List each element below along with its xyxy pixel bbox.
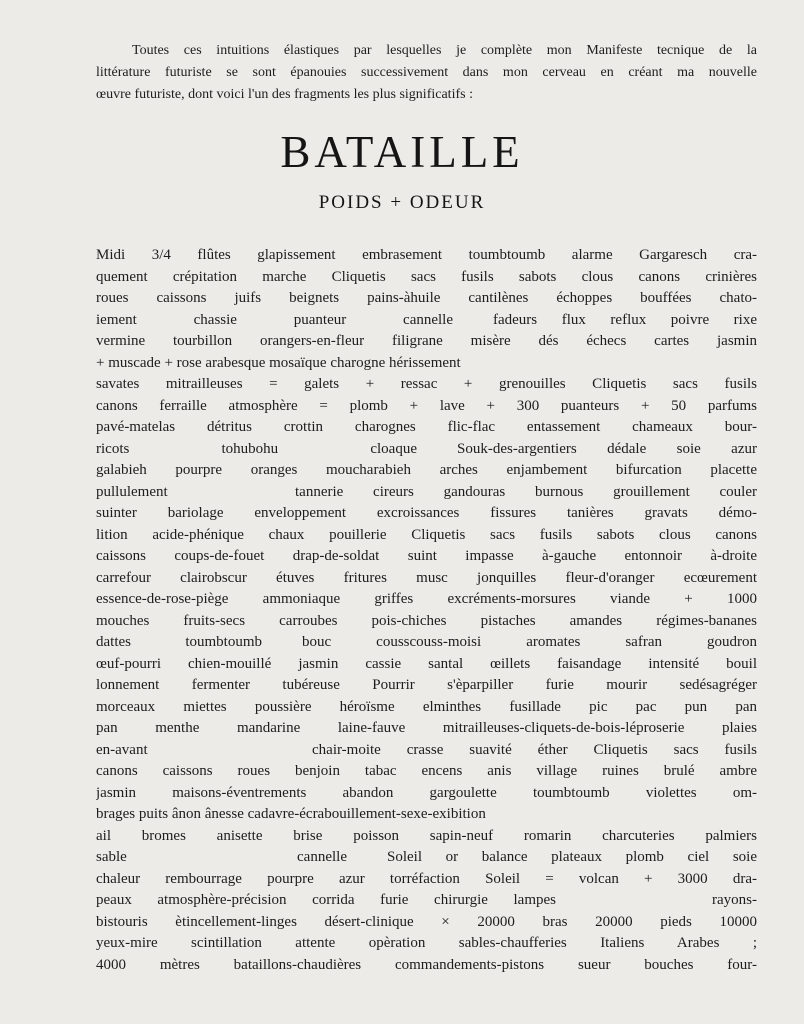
poem-line-text: pullulement [96, 483, 168, 500]
poem-line-text: vermine tourbillon orangers-en-fleur filigrane misère dés échecs cartes jasmin [96, 333, 757, 349]
poem-line [96, 804, 757, 826]
poem-line-text: chaleur rembourrage pourpre azur torréfaction Soleil = volcan + 3000 dra- [96, 870, 757, 887]
poem-line-text: + muscade + rose arabesque mosaïque charogne hérissement [96, 354, 461, 371]
poem-line-continuation: Soleil or balance plateaux plomb ciel soie [387, 849, 757, 865]
poem-line [96, 525, 757, 547]
poem-line-text: canons caissons roues benjoin tabac encens anis village ruines brulé ambre [96, 763, 757, 779]
poem-line [96, 740, 757, 762]
poem-line [96, 417, 757, 439]
poem-body [96, 245, 757, 976]
poem-subtitle: POIDS + ODEUR [318, 192, 486, 213]
intro-line: œuvre futuriste, dont voici l'un des fragments les plus significatifs : [96, 87, 473, 102]
poem-line [96, 482, 757, 504]
poem-line [96, 288, 757, 310]
poem-line [96, 611, 757, 633]
poem-line-text: carrefour clairobscur étuves fritures musc jonquilles fleur-d'oranger ecœurement [96, 569, 757, 586]
intro-line: Toutes ces intuitions élastiques par lesquelles je complète mon Manifeste tecnique de la [132, 43, 757, 58]
poem-line [96, 589, 757, 611]
poem-line-continuation: tannerie cireurs gandouras burnous grouillement couler [295, 483, 757, 500]
poem-line [96, 503, 757, 525]
poem-line [96, 439, 757, 461]
poem-line-text: galabieh pourpre oranges moucharabieh arches enjambement bifurcation placette [96, 462, 757, 478]
poem-line [96, 869, 757, 891]
poem-line-text: œuf-pourri chien-mouillé jasmin cassie santal œillets faisandage intensité bouil [96, 655, 757, 672]
poem-line-text: ricots tohubohu cloaque [96, 440, 417, 457]
poem-line-text: dattes toumbtoumb [96, 634, 262, 650]
poem-line [96, 890, 757, 912]
poem-line-text: en-avant [96, 741, 148, 758]
poem-line [96, 568, 757, 590]
poem-line-continuation: chair-moite crasse suavité éther Cliquetis sacs fusils [312, 741, 757, 758]
poem-line [96, 718, 757, 740]
poem-line-text: quement crépitation marche Cliquetis sacs fusils sabots clous canons crinières [96, 268, 757, 285]
poem-line-text: pan menthe mandarine laine-fauve mitrailleuses-cliquets-de-bois-léproserie plaies [96, 720, 757, 736]
poem-line-text: 4000 mètres bataillons-chaudières commandements-pistons sueur bouches four- [96, 956, 757, 973]
poem-line-text: brages puits ânon ânesse cadavre-écrabouillement-sexe-exibition [96, 806, 486, 822]
poem-line-text: Midi 3/4 flûtes glapissement embrasement toumbtoumb alarme Gargaresch cra- [96, 247, 757, 263]
poem-line-continuation: Souk-des-argentiers dédale soie azur [457, 440, 757, 457]
poem-line-text: ail bromes anisette brise poisson sapin-neuf romarin charcuteries palmiers [96, 827, 757, 844]
poem-line-text: caissons coups-de-fouet drap-de-soldat suint impasse à-gauche entonnoir à-droite [96, 548, 757, 564]
poem-line [96, 912, 757, 934]
poem-line-text: bistouris ètincellement-linges désert-clinique × 20000 bras 20000 pieds 10000 [96, 913, 757, 930]
poem-line [96, 675, 757, 697]
poem-line [96, 245, 757, 267]
poem-line-text: morceaux miettes poussière héroïsme elminthes fusillade pic pac pun pan [96, 698, 757, 715]
poem-line [96, 783, 757, 805]
poem-line-text: essence-de-rose-piège ammoniaque griffes excréments-morsures viande + 1000 [96, 591, 757, 607]
poem-line [96, 955, 757, 977]
poem-line [96, 697, 757, 719]
poem-line-continuation: fadeurs flux reflux poivre rixe [493, 311, 757, 328]
intro-paragraph [96, 40, 757, 106]
poem-line [96, 310, 757, 332]
poem-line-text: iement chassie puanteur cannelle [96, 311, 453, 328]
poem-line-text: canons ferraille atmosphère = plomb + lave + 300 puanteurs + 50 parfums [96, 397, 757, 414]
poem-line-text: sable cannelle [96, 849, 347, 865]
poem-line-text: pavé-matelas détritus crottin charognes flic-flac entassement chameaux bour- [96, 419, 757, 435]
poem-line [96, 396, 757, 418]
poem-line [96, 654, 757, 676]
poem-line [96, 546, 757, 568]
poem-line-text: savates mitrailleuses = galets + ressac + grenouilles Cliquetis sacs fusils [96, 376, 757, 392]
poem-line-continuation: rayons- [712, 892, 757, 908]
poem-line [96, 374, 757, 396]
poem-line [96, 331, 757, 353]
poem-line [96, 632, 757, 654]
poem-line [96, 460, 757, 482]
poem-line-text: lonnement fermenter tubéreuse Pourrir s'èparpiller furie mourir sedésagréger [96, 677, 757, 693]
poem-line-text: yeux-mire scintillation attente opèration sables-chaufferies Italiens Arabes ; [96, 935, 757, 951]
poem-line-text: roues caissons juifs beignets pains-àhuile cantilènes échoppes bouffées chato- [96, 290, 757, 306]
poem-line-text: suinter bariolage enveloppement excroissances fissures tanières gravats démo- [96, 505, 757, 521]
poem-line-text: mouches fruits-secs carroubes pois-chiches pistaches amandes régimes-bananes [96, 612, 757, 629]
poem-line-text: lition acide-phénique chaux pouillerie Cliquetis sacs fusils sabots clous canons [96, 526, 757, 543]
intro-line: littérature futuriste se sont épanouies successivement dans mon cerveau en créant ma nouvelle [96, 65, 757, 80]
poem-line-text: peaux atmosphère-précision corrida furie chirurgie lampes [96, 892, 556, 908]
poem-line-continuation: bouc cousscouss-moisi aromates safran goudron [302, 634, 757, 650]
poem-line [96, 847, 757, 869]
poem-line [96, 761, 757, 783]
poem-line [96, 267, 757, 289]
poem-line-text: jasmin maisons-éventrements abandon gargoulette toumbtoumb violettes om- [96, 784, 757, 801]
poem-line [96, 933, 757, 955]
poem-line [96, 353, 757, 375]
poem-line [96, 826, 757, 848]
poem-title: BATAILLE [280, 127, 524, 177]
